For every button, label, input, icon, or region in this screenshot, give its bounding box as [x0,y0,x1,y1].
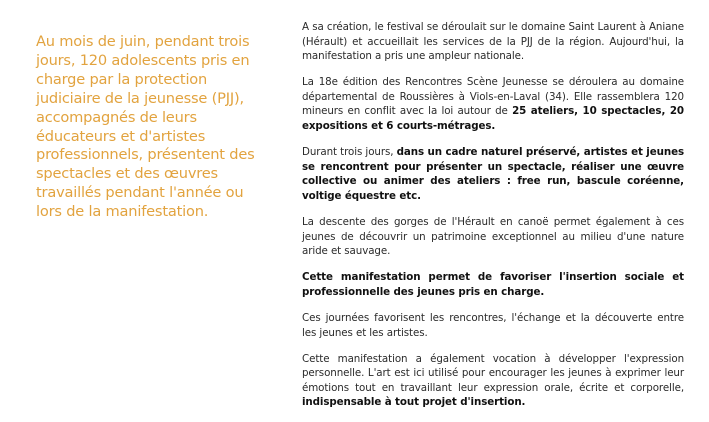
paragraph-activities [302,145,684,203]
paragraph-canoe [302,215,684,259]
intro-highlight: Au mois de juin, pendant trois jours, 120 adolescents pris en charge par la protection judiciaire de la jeunesse (PJJ), accompagnés de leurs éducateurs et d'artistes professionnels, présentent des spectacles et des œuvres travaillés pendant l'année ou lors de la manifestation. [36,33,255,221]
paragraph-history-text: A sa création, le festival se déroulait sur le domaine Saint Laurent à Aniane (Hérault) et accueillait les services de la PJJ de la région. Aujourd'hui, la manifestation a pris une ampleur nationale. [302,21,684,63]
paragraph-insertion-highlight: Cette manifestation permet de favoriser l'insertion sociale et professionnelle des jeunes pris en charge. [302,271,684,298]
paragraph-edition-highlight: 25 ateliers, 10 spectacles, 20 expositions et 6 courts-métrages. [302,105,684,133]
paragraph-canoe-text: La descente des gorges de l'Hérault en canoë permet également à ces jeunes de découvrir un patrimoine exceptionnel au milieu d'une nature aride et sauvage. [302,216,684,258]
paragraph-expression [302,352,684,410]
paragraph-edition [302,75,684,133]
paragraph-expression-text: Cette manifestation a également vocation à développer l'expression personnelle. L'art est ici utilisé pour encourager les jeunes à exprimer leur émotions tout en travaillant leur expression orale, écrite et corporelle, [302,352,684,394]
paragraph-encounters-text: Ces journées favorisent les rencontres, l'échange et la découverte entre les jeunes et les artistes. [302,312,684,339]
paragraph-encounters [302,311,684,340]
paragraph-expression-highlight: indispensable à tout projet d'insertion. [302,396,526,409]
paragraph-activities-text: Durant trois jours, [302,146,397,159]
article-body [302,20,684,422]
paragraph-activities-highlight: dans un cadre naturel préservé, artistes et jeunes se rencontrent pour présenter un spectacle, réaliser une œuvre collective ou animer des ateliers : free run, bascule coréenne, voltige équestre etc. [302,146,684,202]
paragraph-history [302,20,684,64]
paragraph-insertion [302,270,684,299]
paragraph-edition-text: La 18e édition des Rencontres Scène Jeunesse se déroulera au domaine départemental de Roussières à Viols-en-Laval (34). Elle rassemblera 120 mineurs en conflit avec la loi autour de [302,76,684,118]
